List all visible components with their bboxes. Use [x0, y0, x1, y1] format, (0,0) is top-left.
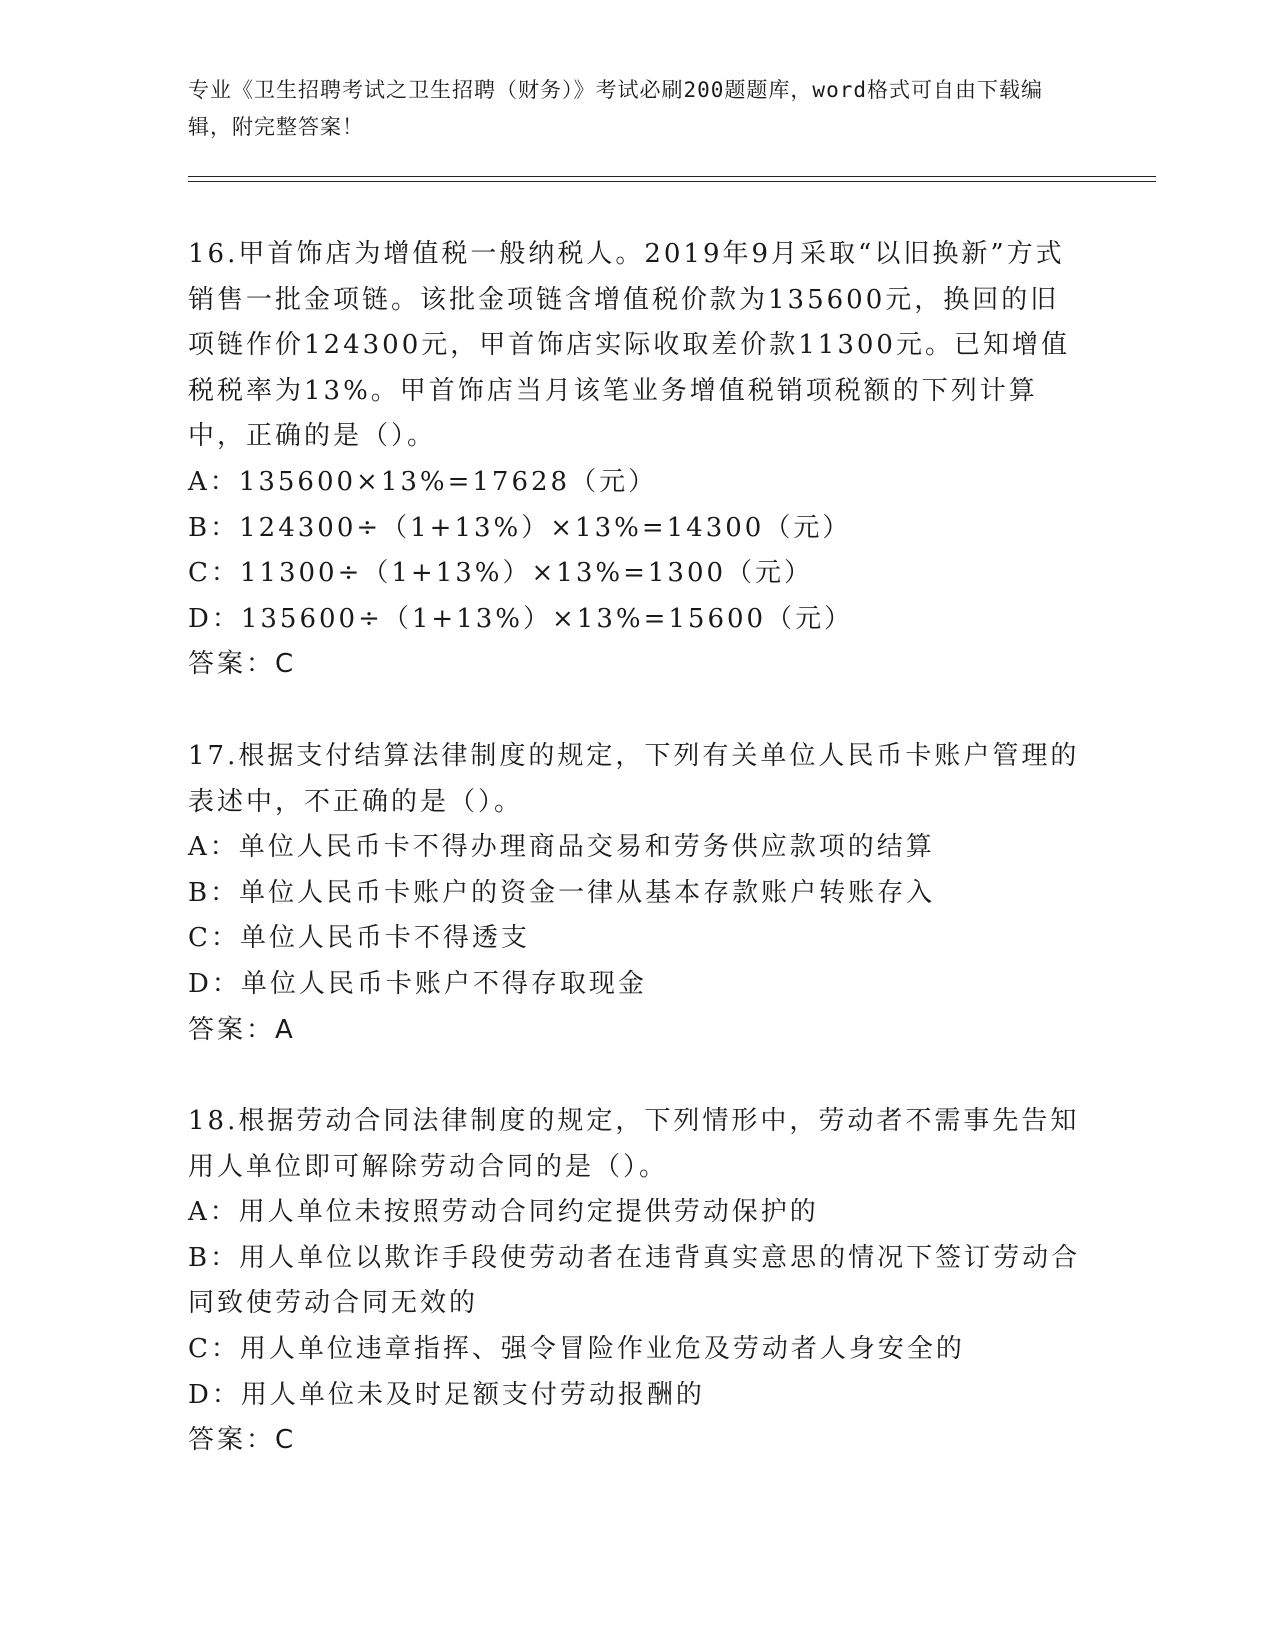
option-b: B：单位人民币卡账户的资金一律从基本存款账户转账存入 [188, 877, 936, 908]
option-d: D：135600÷（1+13%）×13%=15600（元） [188, 603, 854, 634]
option-d: D：用人单位未及时足额支付劳动报酬的 [188, 1379, 705, 1410]
question-stem: 18.根据劳动合同法律制度的规定，下列情形中，劳动者不需事先告知用人单位即可解除劳动合同的是（）。 [188, 1106, 1080, 1182]
option-b: B：用人单位以欺诈手段使劳动者在违背真实意思的情况下签订劳动合同致使劳动合同无效的 [188, 1242, 1081, 1319]
document-header [188, 72, 1078, 146]
option-c: C：单位人民币卡不得透支 [188, 923, 530, 954]
question-18 [188, 1099, 1088, 1464]
option-d: D：单位人民币卡账户不得存取现金 [188, 968, 647, 999]
header-divider-bottom [188, 181, 1156, 182]
question-stem: 16.甲首饰店为增值税一般纳税人。2019年9月采取“以旧换新”方式销售一批金项链。该批金项链含增值税价款为135600元，换回的旧项链作价124300元，甲首饰店实际收取差价款11300元。已知增值税税率为13%。甲首饰店当月该笔业务增值税销项税额的下列计算中，正确的是（）。 [188, 239, 1070, 452]
answer-label: 答案：C [188, 1425, 297, 1456]
header-text: 专业《卫生招聘考试之卫生招聘（财务）》考试必刷200题题库，word格式可自由下载编辑，附完整答案！ [188, 78, 1043, 139]
option-c: C：11300÷（1+13%）×13%=1300（元） [188, 558, 814, 589]
answer-label: 答案：C [188, 649, 297, 680]
question-16 [188, 232, 1088, 688]
option-a: A：135600×13%=17628（元） [188, 466, 658, 497]
option-c: C：用人单位违章指挥、强令冒险作业危及劳动者人身安全的 [188, 1334, 965, 1365]
question-list [188, 232, 1088, 1510]
option-b: B：124300÷（1+13%）×13%=14300（元） [188, 512, 852, 543]
option-a: A：单位人民币卡不得办理商品交易和劳务供应款项的结算 [188, 832, 935, 863]
header-divider-top [188, 176, 1156, 177]
question-17 [188, 734, 1088, 1053]
option-a: A：用人单位未按照劳动合同约定提供劳动保护的 [188, 1197, 819, 1228]
question-stem: 17.根据支付结算法律制度的规定，下列有关单位人民币卡账户管理的表述中，不正确的是（）。 [188, 740, 1080, 817]
answer-label: 答案：A [188, 1014, 296, 1045]
